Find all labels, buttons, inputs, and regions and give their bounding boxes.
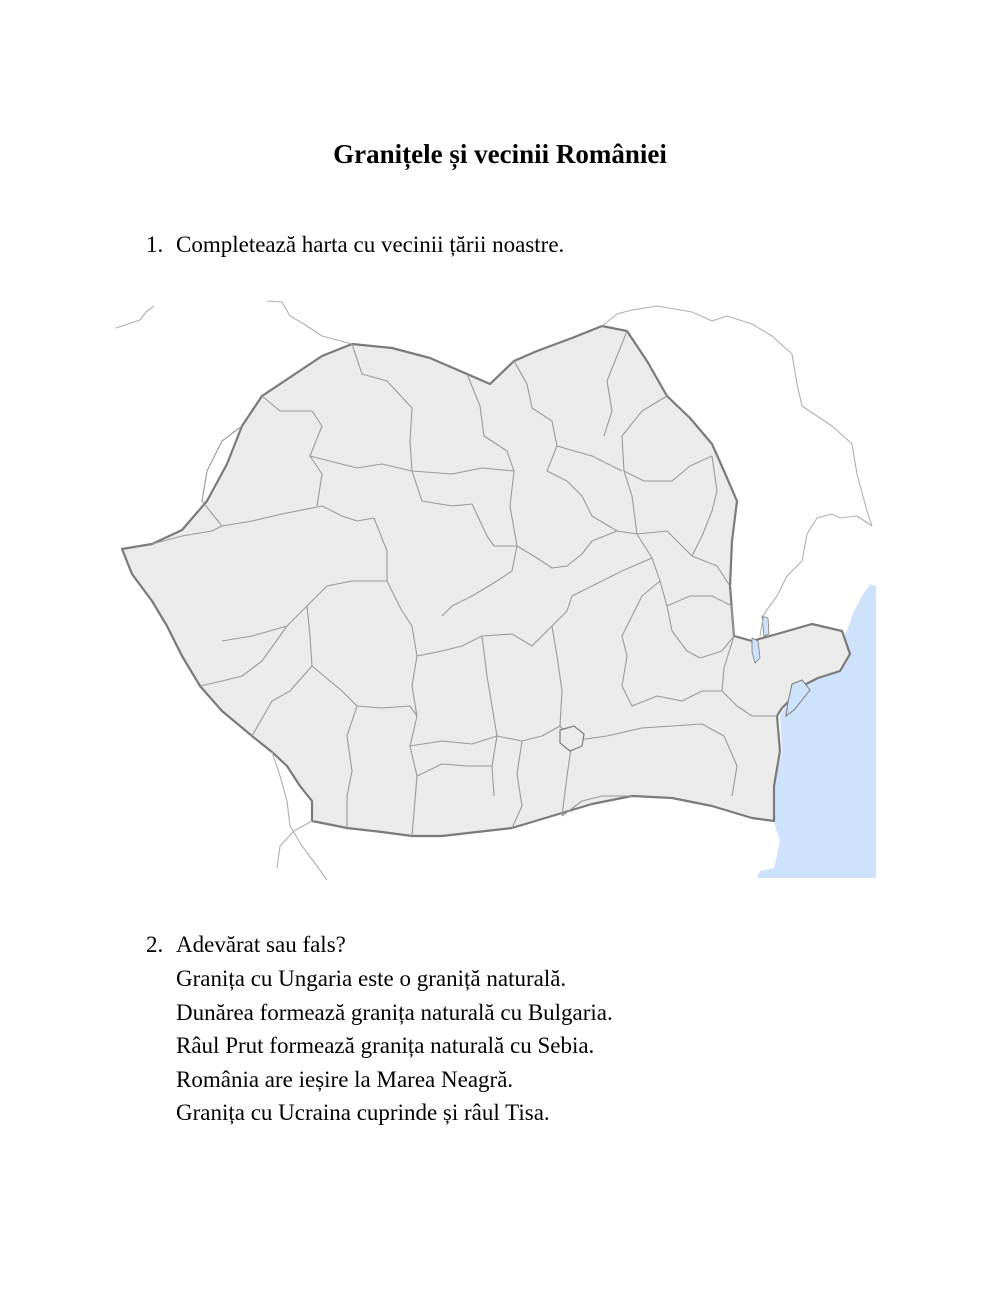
worksheet-title: Granițele și vecinii României [333, 139, 667, 170]
statement-list [176, 962, 613, 1130]
question-1-number: 1. [146, 232, 164, 257]
statement-4: România are ieșire la Marea Neagră. [176, 1066, 514, 1092]
romania-map [112, 296, 882, 886]
question-1-text: Completează harta cu vecinii țării noastre. [176, 232, 565, 257]
question-1 [146, 228, 564, 262]
statement-3: Râul Prut formează granița naturală cu Sebia. [176, 1033, 595, 1059]
statement-1: Granița cu Ungaria este o graniță naturală. [176, 966, 567, 991]
question-2 [146, 928, 346, 962]
question-2-number: 2. [146, 932, 164, 957]
statement-5: Granița cu Ucraina cuprinde și râul Tisa. [176, 1100, 550, 1126]
romania-outline [122, 326, 850, 836]
statement-2: Dunărea formează granița naturală cu Bulgaria. [176, 999, 613, 1025]
question-2-text: Adevărat sau fals? [176, 932, 346, 957]
